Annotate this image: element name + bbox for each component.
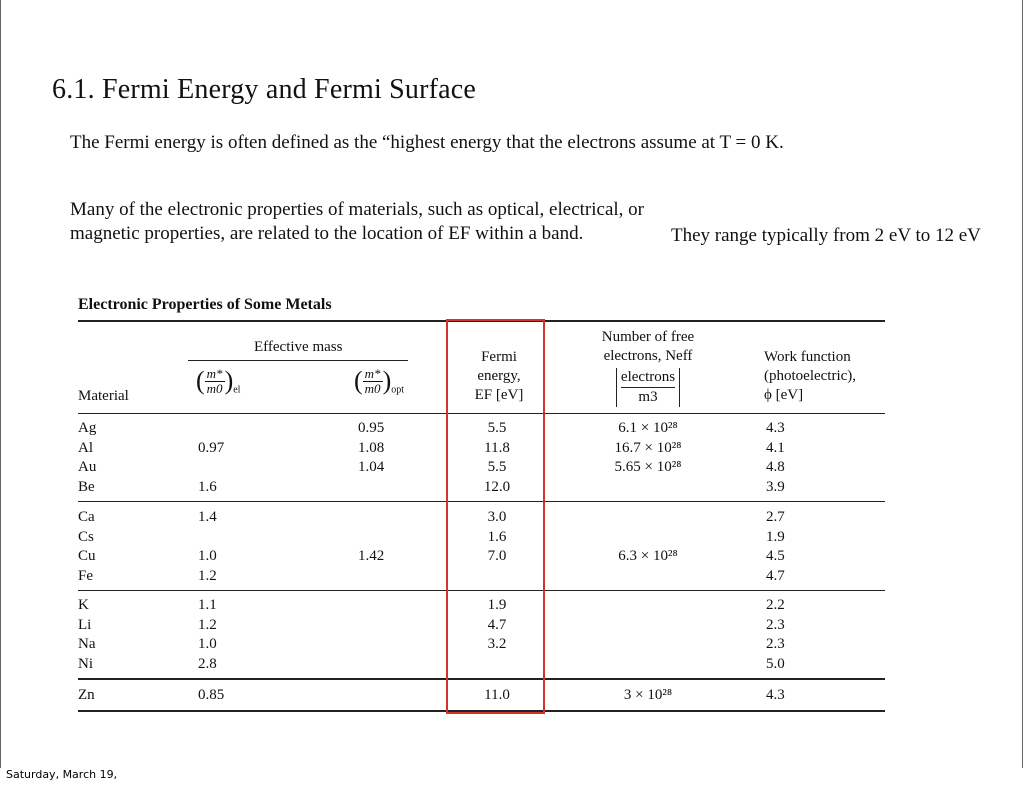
paragraph-properties-line2: magnetic properties, are related to the location of EF within a band. bbox=[70, 223, 584, 244]
paragraph-fermi-definition: The Fermi energy is often defined as the “highest energy that the electrons assume at T = 0 K. bbox=[70, 132, 784, 153]
nfree-unit bbox=[616, 368, 680, 407]
nfree-line4: m3 bbox=[638, 389, 658, 405]
section-heading: 6.1. Fermi Energy and Fermi Surface bbox=[52, 74, 477, 105]
group3-fermi-energy: 1.9 4.7 3.2 bbox=[487, 597, 507, 652]
group1-free-electrons: 6.1 × 10²⁸ 16.7 × 10²⁸ 5.65 × 10²⁸ bbox=[614, 420, 682, 475]
group1-work-function: 4.3 4.1 4.8 3.9 bbox=[766, 420, 785, 495]
fermi-line1: Fermi bbox=[481, 349, 517, 365]
group4-mass-el: 0.85 bbox=[198, 687, 225, 703]
m-el-den: m0 bbox=[206, 380, 223, 396]
group4-work-function: 4.3 bbox=[766, 687, 785, 703]
group3-mass-el: 1.1 1.2 1.0 2.8 bbox=[198, 597, 217, 672]
nfree-line2: electrons, Neff bbox=[603, 348, 693, 364]
table-title: Electronic Properties of Some Metals bbox=[78, 296, 332, 313]
group1-fermi-energy: 5.5 11.8 5.5 12.0 bbox=[483, 420, 511, 495]
fermi-energy-highlight-box bbox=[446, 319, 545, 714]
group2-mass-el: 1.4 1.0 1.2 bbox=[198, 509, 217, 584]
paragraph-properties-line1: Many of the electronic properties of materials, such as optical, electrical, or bbox=[70, 199, 644, 220]
group3-work-function: 2.2 2.3 2.3 5.0 bbox=[766, 597, 785, 672]
m-el-sub: el bbox=[233, 384, 241, 396]
group2-fermi-energy: 3.0 1.6 7.0 bbox=[487, 509, 507, 564]
fermi-line3: EF [eV] bbox=[474, 387, 524, 403]
group4-fermi-energy: 11.0 bbox=[484, 687, 510, 703]
header-material: Material bbox=[78, 388, 129, 404]
header-effective-mass: Effective mass bbox=[254, 339, 343, 355]
footer-date: Saturday, March 19, bbox=[6, 768, 118, 781]
wf-line2: (photoelectric), bbox=[764, 368, 857, 384]
effective-mass-rule bbox=[188, 360, 408, 361]
nfree-line1: Number of free bbox=[601, 329, 695, 345]
wf-line1: Work function bbox=[764, 349, 851, 365]
header-mass-el: ( $\frac{m*}{m0}$ )$_{el}$ bbox=[196, 365, 241, 396]
m-opt-sub: opt bbox=[391, 384, 405, 396]
m-opt-den: m0 bbox=[364, 380, 381, 396]
header-free-electrons bbox=[586, 328, 710, 407]
group2-work-function: 2.7 1.9 4.5 4.7 bbox=[766, 509, 785, 584]
group3-materials: K Li Na Ni bbox=[78, 597, 96, 672]
m-opt-num: m* bbox=[364, 365, 381, 381]
header-mass-opt: ( $\frac{m*}{m0}$ )$_{opt}$ bbox=[354, 365, 405, 396]
group1-materials: Ag Al Au Be bbox=[78, 420, 97, 495]
group4-free-electrons: 3 × 10²⁸ bbox=[623, 687, 673, 703]
group1-mass-opt: 0.95 1.08 1.04 bbox=[358, 420, 385, 475]
nfree-line3: electrons bbox=[621, 368, 675, 388]
group2-mass-opt: 1.42 bbox=[358, 548, 385, 564]
wf-line3: ϕ [eV] bbox=[764, 387, 804, 403]
handwritten-range-note: They range typically from 2 eV to 12 eV bbox=[671, 225, 981, 246]
group1-mass-el: 0.97 1.6 bbox=[198, 439, 225, 495]
group2-free-electrons: 6.3 × 10²⁸ bbox=[618, 548, 678, 564]
m-el-num: m* bbox=[206, 365, 223, 381]
group2-materials: Ca Cs Cu Fe bbox=[78, 509, 96, 584]
header-work-function bbox=[764, 348, 856, 405]
group4-materials: Zn bbox=[78, 687, 95, 703]
fermi-line2: energy, bbox=[477, 368, 521, 384]
